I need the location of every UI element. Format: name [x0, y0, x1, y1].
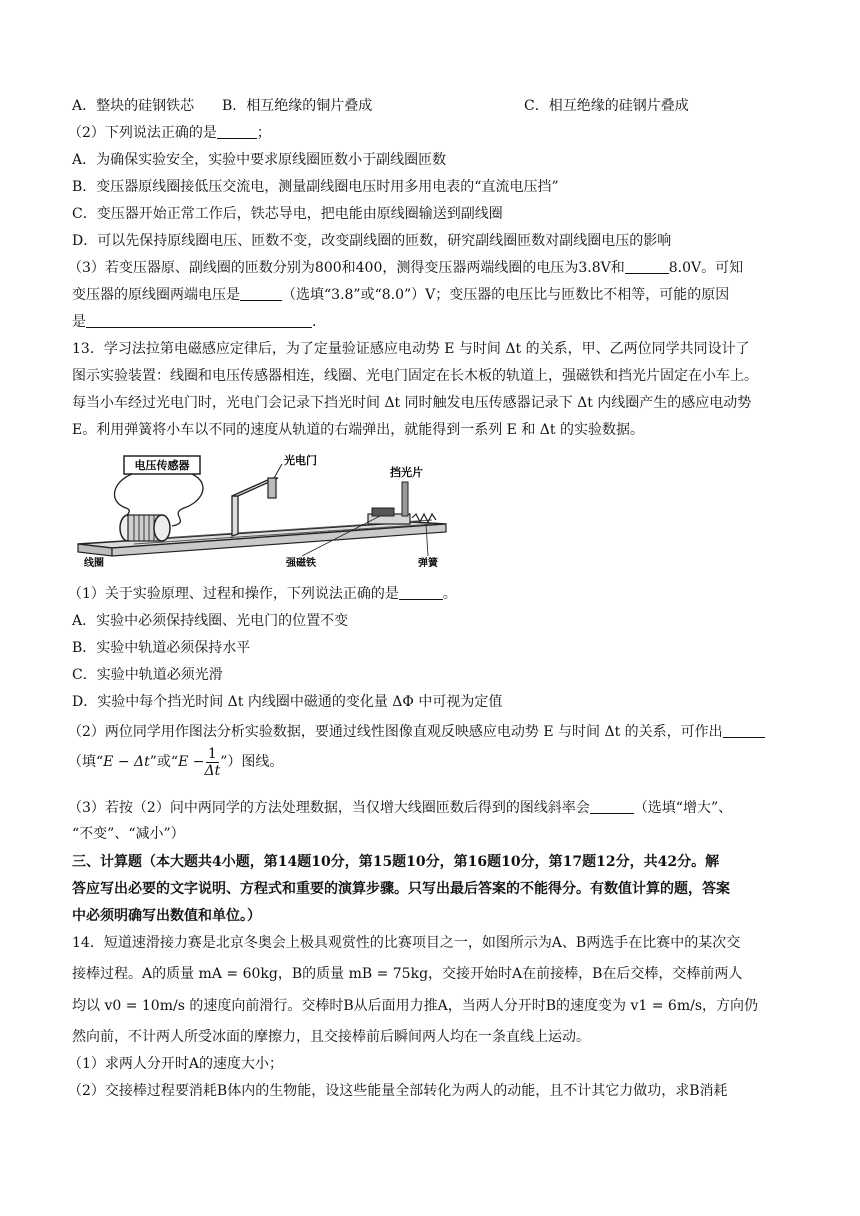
q14-line4: 然向前，不计两人所受冰面的摩擦力，且交接棒前后瞬间两人均在一条直线上运动。: [72, 1029, 590, 1045]
q13-intro-line4: E。利用弹簧将小车以不同的速度从轨道的右端弹出，就能得到一系列 E 和 Δt 的实验数据。: [72, 422, 644, 438]
q12-part3-line3: [72, 312, 316, 332]
q14-part2: （2）交接棒过程要消耗B体内的生物能，设这些能量全部转化为两人的动能，且不计其它力做功，求B消耗: [68, 1083, 728, 1099]
q13-part1-stem-text: （1）关于实验原理、过程和操作，下列说法正确的是: [68, 586, 399, 602]
option-e-vs-dt: E − Δt: [103, 754, 150, 770]
apparatus-drawing: [72, 452, 472, 570]
fraction-numerator: 1: [207, 745, 217, 762]
q13-part3-line1: [68, 798, 732, 818]
magnet-label: 强磁铁: [286, 558, 316, 569]
q13-part2-line2: [68, 744, 283, 780]
sensor-wire: [172, 474, 203, 526]
q14-line1: 14．短道速滑接力赛是北京冬奥会上极具观赏性的比赛项目之一，如图所示为A、B两选手在比赛中的某次交: [72, 935, 741, 951]
shade-plate-label: 挡光片: [390, 466, 423, 479]
q12-part2-option-c: C．变压器开始正常工作后，铁芯导电，把电能由原线圈输送到副线圈: [72, 206, 503, 222]
q12-part2-stem-end: ；: [256, 125, 271, 141]
section3-line2: 答应写出必要的文字说明、方程式和重要的演算步骤。只写出最后答案的不能得分。有数值计算的题，答案: [72, 881, 730, 897]
shade-plate: [402, 482, 408, 516]
q12-part3-line3-end: .: [312, 314, 317, 330]
q13-part1-option-c: C．实验中轨道必须光滑: [72, 667, 223, 683]
q12-option-b: B．相互绝缘的铜片叠成: [222, 98, 373, 114]
q13-part1-option-b: B．实验中轨道必须保持水平: [72, 640, 251, 656]
q12-part2-option-a: A．为确保实验安全，实验中要求原线圈匝数小于副线圈匝数: [72, 152, 447, 168]
answer-blank[interactable]: [399, 585, 443, 600]
q13-intro-line1: 13．学习法拉第电磁感应定律后，为了定量验证感应电动势 E 与时间 Δt 的关系，甲、乙两位同学共同设计了: [72, 341, 750, 357]
q13-part2-line2-mid: ”或“: [149, 754, 179, 770]
q13-part1-option-a: A．实验中必须保持线圈、光电门的位置不变: [72, 613, 349, 629]
q13-part1-option-d: D．实验中每个挡光时间 Δt 内线圈中磁通的变化量 ΔΦ 中可视为定值: [72, 694, 503, 710]
photogate-label: 光电门: [284, 454, 317, 467]
q13-part2-text: （2）两位同学用作图法分析实验数据，要通过线性图像直观反映感应电动势 E 与时间 Δt 的关系，可作出: [68, 724, 723, 740]
q13-part1-stem-end: 。: [442, 586, 457, 602]
coil-end: [154, 515, 170, 541]
q13-intro-line3: 每当小车经过光电门时，光电门会记录下挡光时间 Δt 同时触发电压传感器记录下 Δt 内线圈产生的感应电动势: [72, 395, 752, 411]
q13-part1-stem: [68, 584, 457, 604]
q14-line2: 接棒过程。A的质量 mA = 60kg，B的质量 mB = 75kg，交接开始时A在前接棒，B在后交棒，交棒前两人: [72, 966, 743, 982]
q13-part3-text: （3）若按（2）问中两同学的方法处理数据，当仅增大线圈匝数后得到的图线斜率会: [68, 800, 590, 816]
photogate-post: [232, 496, 238, 536]
section3-line3: 中必须明确写出数值和单位。）: [72, 908, 261, 924]
q13-part2-line2-end: ”）图线。: [220, 754, 284, 770]
q13-part3-line2: “不变”、“减小”）: [72, 826, 185, 842]
answer-blank[interactable]: [590, 799, 634, 814]
answer-blank[interactable]: [86, 313, 312, 328]
q13-intro-line2: 图示实验装置：线圈和电压传感器相连，线圈、光电门固定在长木板的轨道上，强磁铁和挡光片固定在小车上。: [72, 368, 758, 384]
q14-part1: （1）求两人分开时A的速度大小；: [68, 1056, 284, 1072]
q12-option-c: C．相互绝缘的硅钢片叠成: [524, 98, 689, 114]
strong-magnet: [372, 508, 394, 516]
voltage-sensor-label: 电压传感器: [134, 459, 190, 472]
fraction-denominator: Δt: [204, 762, 221, 779]
option-e-vs-inv-dt: E −: [178, 754, 205, 770]
fraction-1-over-dt: [205, 746, 221, 779]
q12-part3-line2-end: （选填“3.8”或“8.0”）V；变压器的电压比与匝数比不相等，可能的原因: [282, 287, 730, 303]
q13-part2-line2-text: （填“: [68, 754, 104, 770]
q12-part3-line2: [72, 285, 729, 305]
photogate-pointer: [274, 464, 282, 478]
coil-label: 线圈: [84, 558, 104, 569]
q13-part2-line1: [68, 722, 765, 742]
q12-part2-stem-text: （2）下列说法正确的是: [68, 125, 217, 141]
q12-part2-option-b: B．变压器原线圈接低压交流电，测量副线圈电压时用多用电表的“直流电压挡”: [72, 179, 559, 195]
q13-part3-text-end: （选填“增大”、: [633, 800, 733, 816]
q12-part3-line2-text: 变压器的原线圈两端电压是: [72, 287, 240, 303]
q12-part3-text-end: 8.0V。可知: [668, 260, 744, 276]
answer-blank[interactable]: [625, 259, 669, 274]
q12-part3-text: （3）若变压器原、副线圈的匝数分别为800和400，测得变压器两端线圈的电压为3.8V和: [68, 260, 625, 276]
q12-option-a: A．整块的硅钢铁芯: [72, 98, 195, 114]
q14-line3: 均以 v0 = 10m/s 的速度向前滑行。交棒时B从后面用力推A，当两人分开时B的速度变为 v1 = 6m/s，方向仍: [72, 998, 759, 1014]
answer-blank[interactable]: [723, 723, 765, 738]
q12-part2-option-d: D．可以先保持原线圈电压、匝数不变，改变副线圈的匝数，研究副线圈匝数对副线圈电压的影响: [72, 233, 672, 249]
q12-part3-line3-text: 是: [72, 314, 86, 330]
q12-part2-stem: [68, 123, 271, 143]
q12-part3-line1: [68, 258, 743, 278]
section3-line1: 三、计算题（本大题共4小题，第14题10分，第15题10分，第16题10分，第17题12分，共42分。解: [72, 854, 720, 870]
photogate-head: [268, 478, 276, 498]
answer-blank[interactable]: [240, 286, 282, 301]
spring-label: 弹簧: [418, 558, 438, 569]
answer-blank[interactable]: [217, 124, 257, 139]
experiment-apparatus-figure: [72, 452, 472, 570]
